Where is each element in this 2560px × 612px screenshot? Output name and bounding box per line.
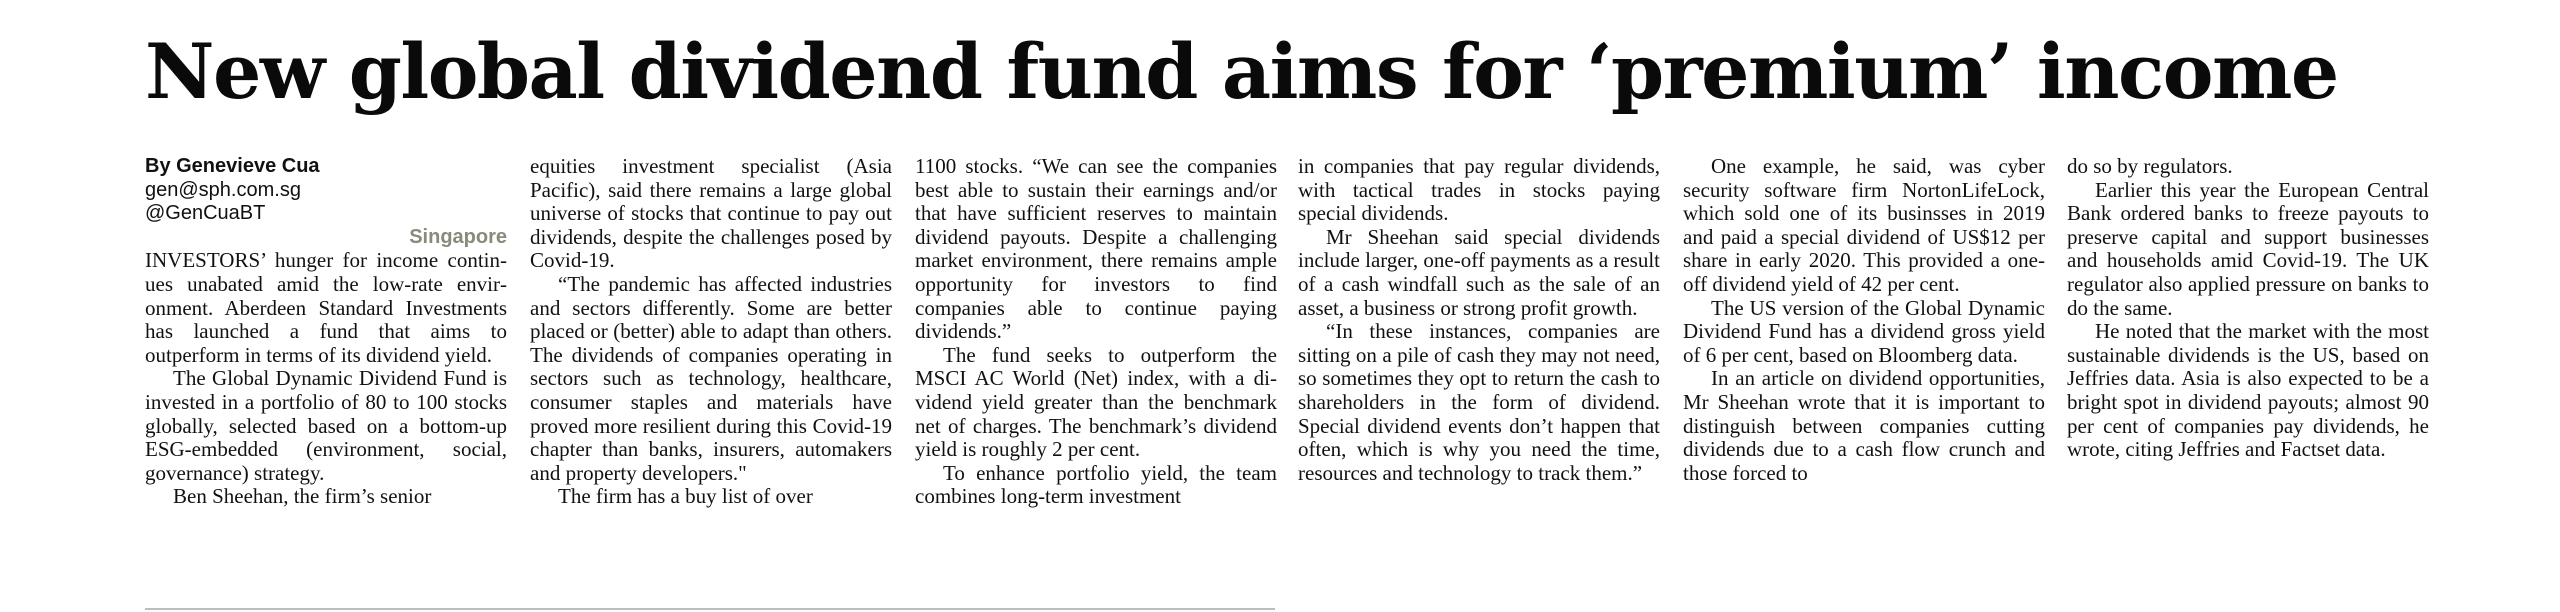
paragraph: He noted that the market with the most sustainable dividends is the US, based on Jeffries data. Asia is also expected to be a bright spot in dividend payouts; almost 90 per cent of companies pay dividends, he wrote, citing Jeffries and Factset data. <box>2067 319 2429 462</box>
paragraph: Ben Sheehan, the firm’s senior <box>173 484 432 509</box>
paragraph: To enhance portfolio yield, the team combines long-term investment <box>915 460 1277 509</box>
article-column-1 <box>145 155 507 509</box>
paragraph: The fund seeks to outperform the MSCI AC World (Net) index, with a dividend yield greater than the benchmark net of charges. The benchmark’s dividend yield is roughly 2 per cent. <box>915 342 1277 462</box>
article-column-2 <box>530 155 892 509</box>
paragraph: “The pandemic has affected industries and sectors differently. Some are better placed or (better) able to adapt than others. The dividends of companies operating in sectors such as technology, healthcare, consumer staples and materials have proved more resilient during this Covid-19 chapter than banks, insurers, automakers and property developers." <box>530 271 892 485</box>
paragraph: The firm has a buy list of over <box>558 484 813 509</box>
paragraph: do so by regulators. <box>2067 154 2233 178</box>
paragraph: 1100 stocks. “We can see the companies best able to sustain their earnings and/or that have sufficient reserves to maintain dividend payouts. Despite a challenging market environment, there remains ample opportunity for investors to find companies able to continue paying dividends.” <box>915 154 1277 344</box>
bottom-rule <box>145 608 1275 610</box>
headline: New global dividend fund aims for ‘premium’ income <box>145 27 2338 116</box>
article-column-3 <box>915 155 1277 509</box>
paragraph: Earlier this year the European Central Bank ordered banks to freeze payouts to preserve capital and support businesses and households amid Covid-19. The UK regulator also applied pressure on banks to do the same. <box>2067 177 2429 320</box>
article-column-4 <box>1298 155 1660 485</box>
byline: By Genevieve Cua <box>145 155 320 177</box>
paragraph: The US version of the Global Dynamic Dividend Fund has a dividend gross yield of 6 per cent, based on Bloomberg data. <box>1683 295 2045 367</box>
paragraph: “In these instances, companies are sitting on a pile of cash they may not need, so sometimes they opt to return the cash to shareholders in the form of dividend. Special dividend events don’t happen that often, which is why you need the time, resources and technology to track them.” <box>1298 319 1660 485</box>
article-column-5 <box>1683 155 2045 485</box>
dateline: Singapore <box>409 225 507 248</box>
paragraph: One example, he said, was cyber security software firm NortonLifeLock, which sold one of its businsses in 2019 and paid a special dividend of US$12 per share in early 2020. This provided a one-off dividend yield of 42 per cent. <box>1683 154 2045 296</box>
paragraph: in companies that pay regular dividends, with tactical trades in stocks paying special dividends. <box>1298 154 1660 226</box>
article-column-6 <box>2067 155 2429 462</box>
paragraph: In an article on dividend opportunities, Mr Sheehan wrote that it is important to distinguish between companies cutting dividends due to a cash flow crunch and those forced to <box>1683 366 2045 485</box>
author-email[interactable]: gen@sph.com.sg <box>145 178 301 201</box>
paragraph: The Global Dynamic Dividend Fund is invested in a portfolio of 80 to 100 stocks globally, selected based on a bottom-up ESG-embedded (environment, social, governance) strategy. <box>145 366 507 485</box>
paragraph: Mr Sheehan said special dividends include larger, one-off payments as a result of a cash windfall such as the sale of an asset, a business or strong profit growth. <box>1298 224 1660 320</box>
paragraph: equities investment specialist (Asia Pacific), said there remains a large global universe of stocks that continue to pay out dividends, despite the challenges posed by Covid-19. <box>530 154 892 273</box>
author-handle[interactable]: @GenCuaBT <box>145 202 266 225</box>
paragraph: INVESTORS’ hunger for income continues unabated amid the low-rate environment. Aberdeen Standard Investments has launched a fund that aims to outperform in terms of its dividend yield. <box>145 248 507 367</box>
